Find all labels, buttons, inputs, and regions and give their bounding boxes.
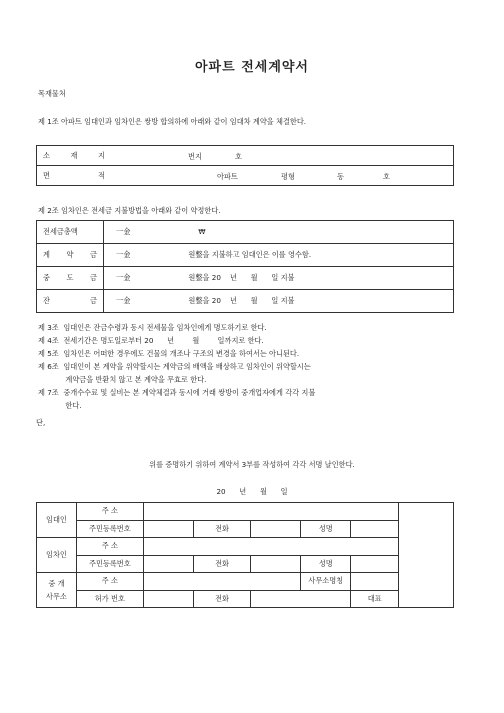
agent-label-top: 중 개 [48, 579, 65, 588]
amount-prefix: 一金 [116, 227, 131, 236]
tenant-id-label: 주민등록번호 [76, 555, 143, 573]
witness-statement: 위를 증명하기 위하여 계약서 3부를 작성하여 각각 서명 날인한다. [149, 460, 355, 469]
clause-4: 제 4조 전세기간은 명도일로부터 20 년 월 일까지로 한다. [38, 336, 264, 345]
table-row [37, 221, 454, 244]
agent-label-bottom: 사무소 [46, 592, 67, 601]
tenant-phone-label: 전화 [193, 555, 251, 573]
property-table [36, 145, 454, 186]
interim-payment-label: 중 도 금 [37, 267, 104, 290]
agent-address-label: 주 소 [76, 573, 143, 591]
clause-7-cont: 한다. [38, 401, 82, 410]
tenant-name-label: 성명 [301, 555, 351, 573]
contract-deposit-label: 계 약 금 [37, 244, 104, 267]
document-title: 아파트 전세계약서 [195, 60, 309, 75]
contract-date: 20 년 월 일 [216, 487, 288, 496]
seal-area [399, 503, 454, 608]
table-row [37, 555, 454, 573]
amount-prefix: 一金 [116, 250, 131, 259]
payment-text: 원整을 20 년 월 일 지불 [188, 296, 295, 305]
clause-7: 제 7조 중개수수료 및 실비는 본 계약체결과 동시에 거래 쌍방이 중개업자에게 각각 지불 [38, 388, 316, 397]
table-row [37, 573, 454, 591]
pyeong-label: 평형 [281, 171, 295, 181]
table-row [37, 290, 454, 313]
clause-1: 제 1조 아파트 임대인과 임차인은 쌍방 합의하에 아래와 같이 임대차 계약을 체결한다. [38, 117, 307, 126]
payment-table [36, 220, 454, 313]
unit-label: 호 [235, 151, 242, 161]
lot-number-label: 번지 [188, 151, 202, 161]
clause-2: 제 2조 임차인은 전세금 지불방법을 아래와 같이 약정한다. [38, 206, 221, 215]
clause-6-cont: 계약금을 반환치 않고 본 계약을 무효로 한다. [38, 375, 207, 384]
building-label: 동 [337, 171, 344, 181]
agent-label [37, 573, 77, 608]
table-row [37, 267, 454, 290]
balance-label: 잔 금 [37, 290, 104, 313]
table-row [37, 503, 454, 521]
representative-label: 대표 [351, 590, 399, 608]
total-deposit-label: 전세금총액 [37, 221, 104, 244]
table-row [37, 244, 454, 267]
landlord-phone-label: 전화 [193, 520, 251, 538]
amount-prefix: 一金 [116, 296, 131, 305]
table-row [37, 538, 454, 556]
clause-5: 제 5조 임차인은 어떠한 경우에도 건물의 개조나 구조의 변경을 하여서는 아니된다. [38, 349, 300, 358]
apartment-label: 아파트 [217, 171, 238, 181]
amount-prefix: 一金 [116, 273, 131, 282]
room-label: 호 [383, 171, 390, 181]
office-name-label: 사무소명칭 [301, 573, 351, 591]
payment-text: 원整을 지불하고 임대인은 이를 영수함. [188, 250, 312, 259]
tenant-address-label: 주 소 [76, 538, 143, 556]
landlord-id-label: 주민등록번호 [76, 520, 143, 538]
property-label: 목재물처 [38, 89, 66, 98]
area-label: 면 적 [37, 166, 112, 186]
agent-phone-label: 전화 [193, 590, 251, 608]
landlord-address-value [143, 503, 398, 521]
won-symbol: ₩ [198, 227, 206, 236]
table-row [37, 166, 454, 186]
signature-table [36, 502, 454, 608]
license-label: 허가 번호 [76, 590, 143, 608]
landlord-address-label: 주 소 [76, 503, 143, 521]
tenant-address-value [143, 538, 398, 556]
table-row [37, 520, 454, 538]
location-label: 소 재 지 [37, 146, 112, 166]
landlord-name-label: 성명 [301, 520, 351, 538]
table-row [37, 146, 454, 166]
proviso-label: 단, [36, 418, 46, 427]
clause-3: 제 3조 임대인은 잔금수령과 동시 전세물을 임차인에게 명도하기로 한다. [38, 323, 267, 332]
tenant-label: 임차인 [37, 538, 77, 573]
agent-address-value [143, 573, 300, 591]
table-row [37, 590, 454, 608]
payment-text: 원整을 20 년 월 일 지불 [188, 273, 295, 282]
landlord-label: 임대인 [37, 503, 77, 538]
clause-6: 제 6조 임대인이 본 계약을 위약할시는 계약금의 배액을 배상하고 임차인이 위약할시는 [38, 362, 311, 371]
